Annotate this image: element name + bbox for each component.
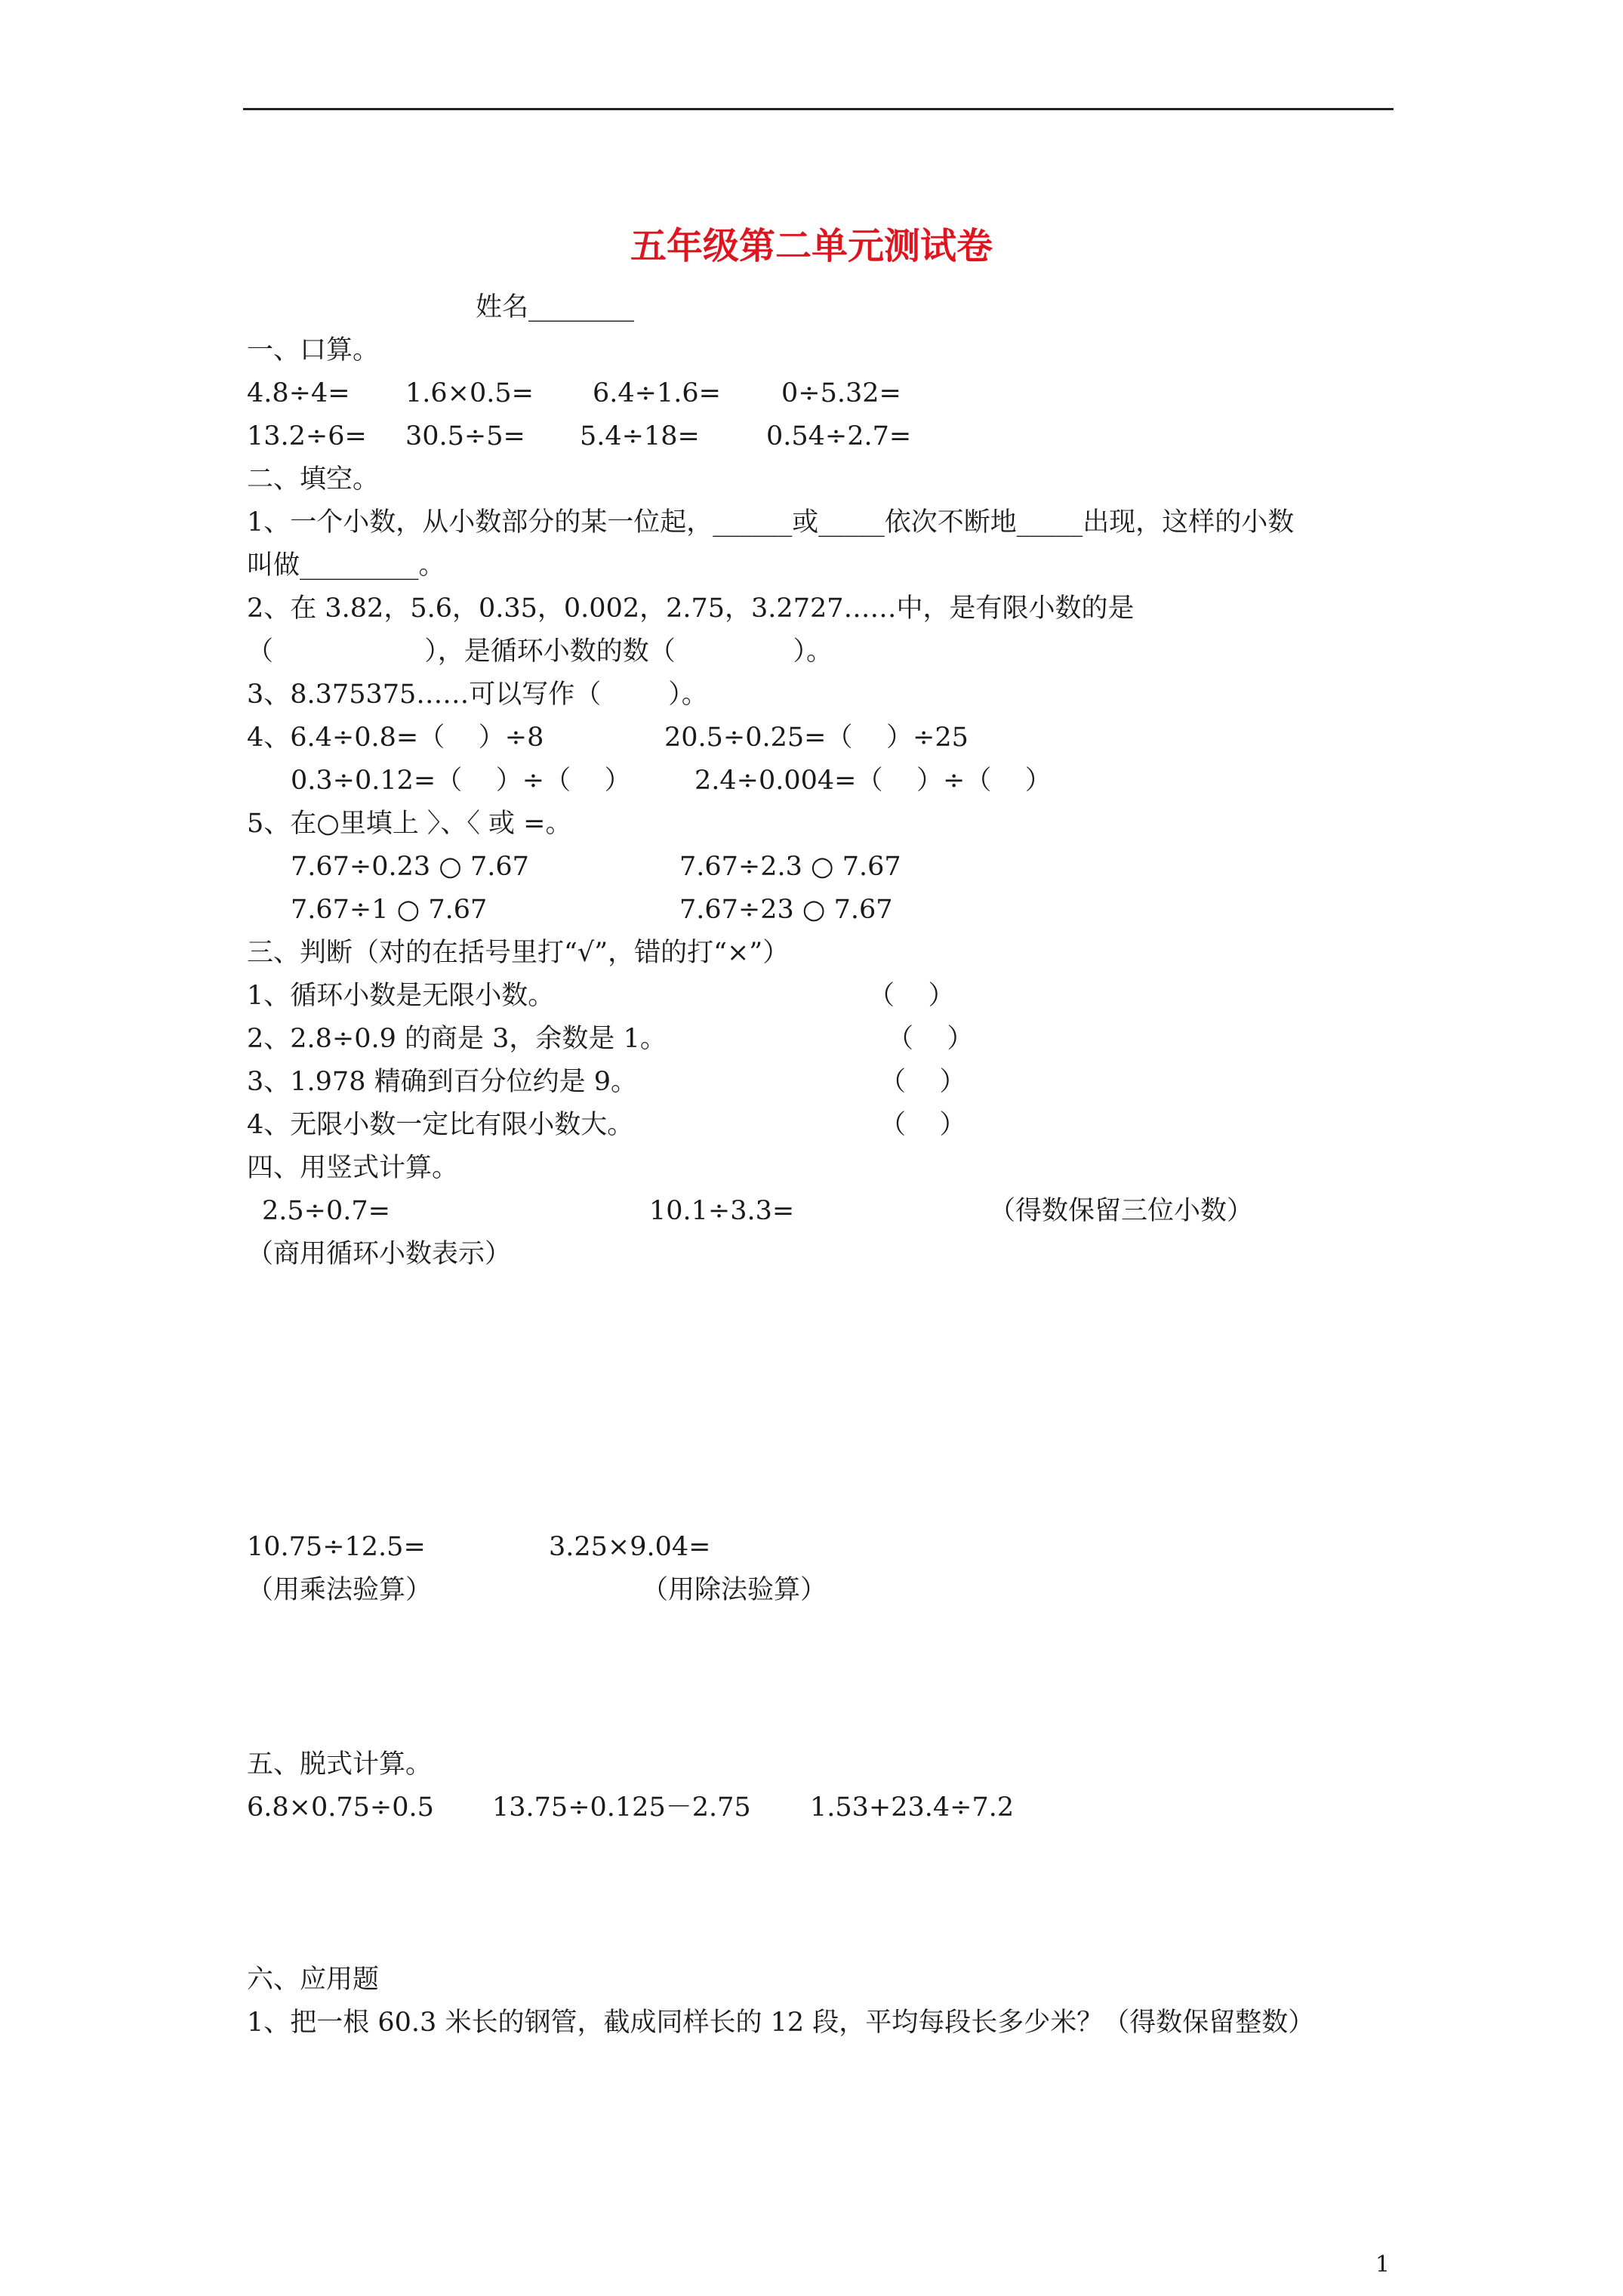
- vertical-calc-item: 10.75÷12.5=: [247, 1532, 426, 1562]
- oral-item: 5.4÷18=: [580, 421, 700, 451]
- section-6-heading: 六、应用题: [247, 1965, 380, 1995]
- calc-note: （得数保留三位小数）: [989, 1196, 1254, 1226]
- fill-q4-d: 2.4÷0.004=（ ）÷（ ）: [694, 766, 1052, 796]
- vertical-calc-item: 10.1÷3.3=: [649, 1196, 795, 1226]
- oral-item: 13.2÷6=: [247, 421, 367, 451]
- fill-q4-a: 4、6.4÷0.8=（ ）÷8: [247, 723, 544, 753]
- compare-item: 7.67÷1 ○ 7.67: [291, 895, 488, 925]
- fill-q2-line1: 2、在 3.82，5.6，0.35，0.002，2.75，3.2727……中，是有限小数的是: [247, 593, 1135, 624]
- section-2-heading: 二、填空。: [247, 464, 380, 495]
- header-rule: [243, 108, 1394, 110]
- oral-item: 0.54÷2.7=: [766, 421, 912, 451]
- word-problem-1: 1、把一根 60.3 米长的钢管，截成同样长的 12 段，平均每段长多少米？（得数保留整数）: [247, 2008, 1315, 2038]
- calc-note: （用除法验算）: [642, 1575, 827, 1605]
- oral-item: 0÷5.32=: [781, 378, 901, 408]
- judge-blank[interactable]: （ ）: [887, 1024, 974, 1054]
- fill-q1-line1: 1、一个小数，从小数部分的某一位起，______或_____依次不断地_____出现，这样的小数: [247, 507, 1295, 538]
- judge-blank[interactable]: （ ）: [879, 1067, 966, 1097]
- compare-item: 7.67÷0.23 ○ 7.67: [291, 852, 529, 882]
- judge-blank[interactable]: （ ）: [868, 981, 955, 1011]
- oral-item: 6.4÷1.6=: [593, 378, 721, 408]
- stepwise-calc-item: 13.75÷0.125－2.75: [492, 1792, 751, 1823]
- section-4-heading: 四、用竖式计算。: [247, 1153, 459, 1183]
- stepwise-calc-item: 6.8×0.75÷0.5: [247, 1792, 434, 1823]
- section-3-heading: 三、判断（对的在括号里打“√”，错的打“×”）: [247, 938, 790, 968]
- oral-item: 4.8÷4=: [247, 378, 350, 408]
- section-1-heading: 一、口算。: [247, 335, 380, 365]
- fill-q4-c: 0.3÷0.12=（ ）÷（ ）: [291, 766, 631, 796]
- judge-item: 4、无限小数一定比有限小数大。: [247, 1110, 634, 1140]
- name-field[interactable]: 姓名________: [476, 292, 635, 322]
- vertical-calc-item: 3.25×9.04=: [549, 1532, 711, 1562]
- vertical-calc-item: 2.5÷0.7=: [262, 1196, 390, 1226]
- fill-q1-line2: 叫做_________。: [247, 550, 445, 581]
- page-title: 五年级第二单元测试卷: [630, 225, 993, 267]
- page-number: 1: [1375, 2251, 1390, 2278]
- compare-item: 7.67÷23 ○ 7.67: [679, 895, 893, 925]
- judge-item: 1、循环小数是无限小数。: [247, 981, 555, 1011]
- calc-note: （用乘法验算）: [247, 1575, 433, 1605]
- fill-q2-line2: （ ），是循环小数的数（ ）。: [247, 636, 833, 667]
- judge-item: 3、1.978 精确到百分位约是 9。: [247, 1067, 637, 1097]
- oral-item: 1.6×0.5=: [405, 378, 534, 408]
- section-5-heading: 五、脱式计算。: [247, 1749, 433, 1780]
- judge-blank[interactable]: （ ）: [879, 1110, 966, 1140]
- fill-q5: 5、在○里填上 〉、〈 或 =。: [247, 809, 572, 839]
- judge-item: 2、2.8÷0.9 的商是 3，余数是 1。: [247, 1024, 667, 1054]
- compare-item: 7.67÷2.3 ○ 7.67: [679, 852, 901, 882]
- stepwise-calc-item: 1.53+23.4÷7.2: [810, 1792, 1015, 1823]
- fill-q4-b: 20.5÷0.25=（ ）÷25: [664, 723, 969, 753]
- calc-note: （商用循环小数表示）: [247, 1239, 512, 1269]
- oral-item: 30.5÷5=: [405, 421, 525, 451]
- fill-q3: 3、8.375375……可以写作（ ）。: [247, 680, 708, 710]
